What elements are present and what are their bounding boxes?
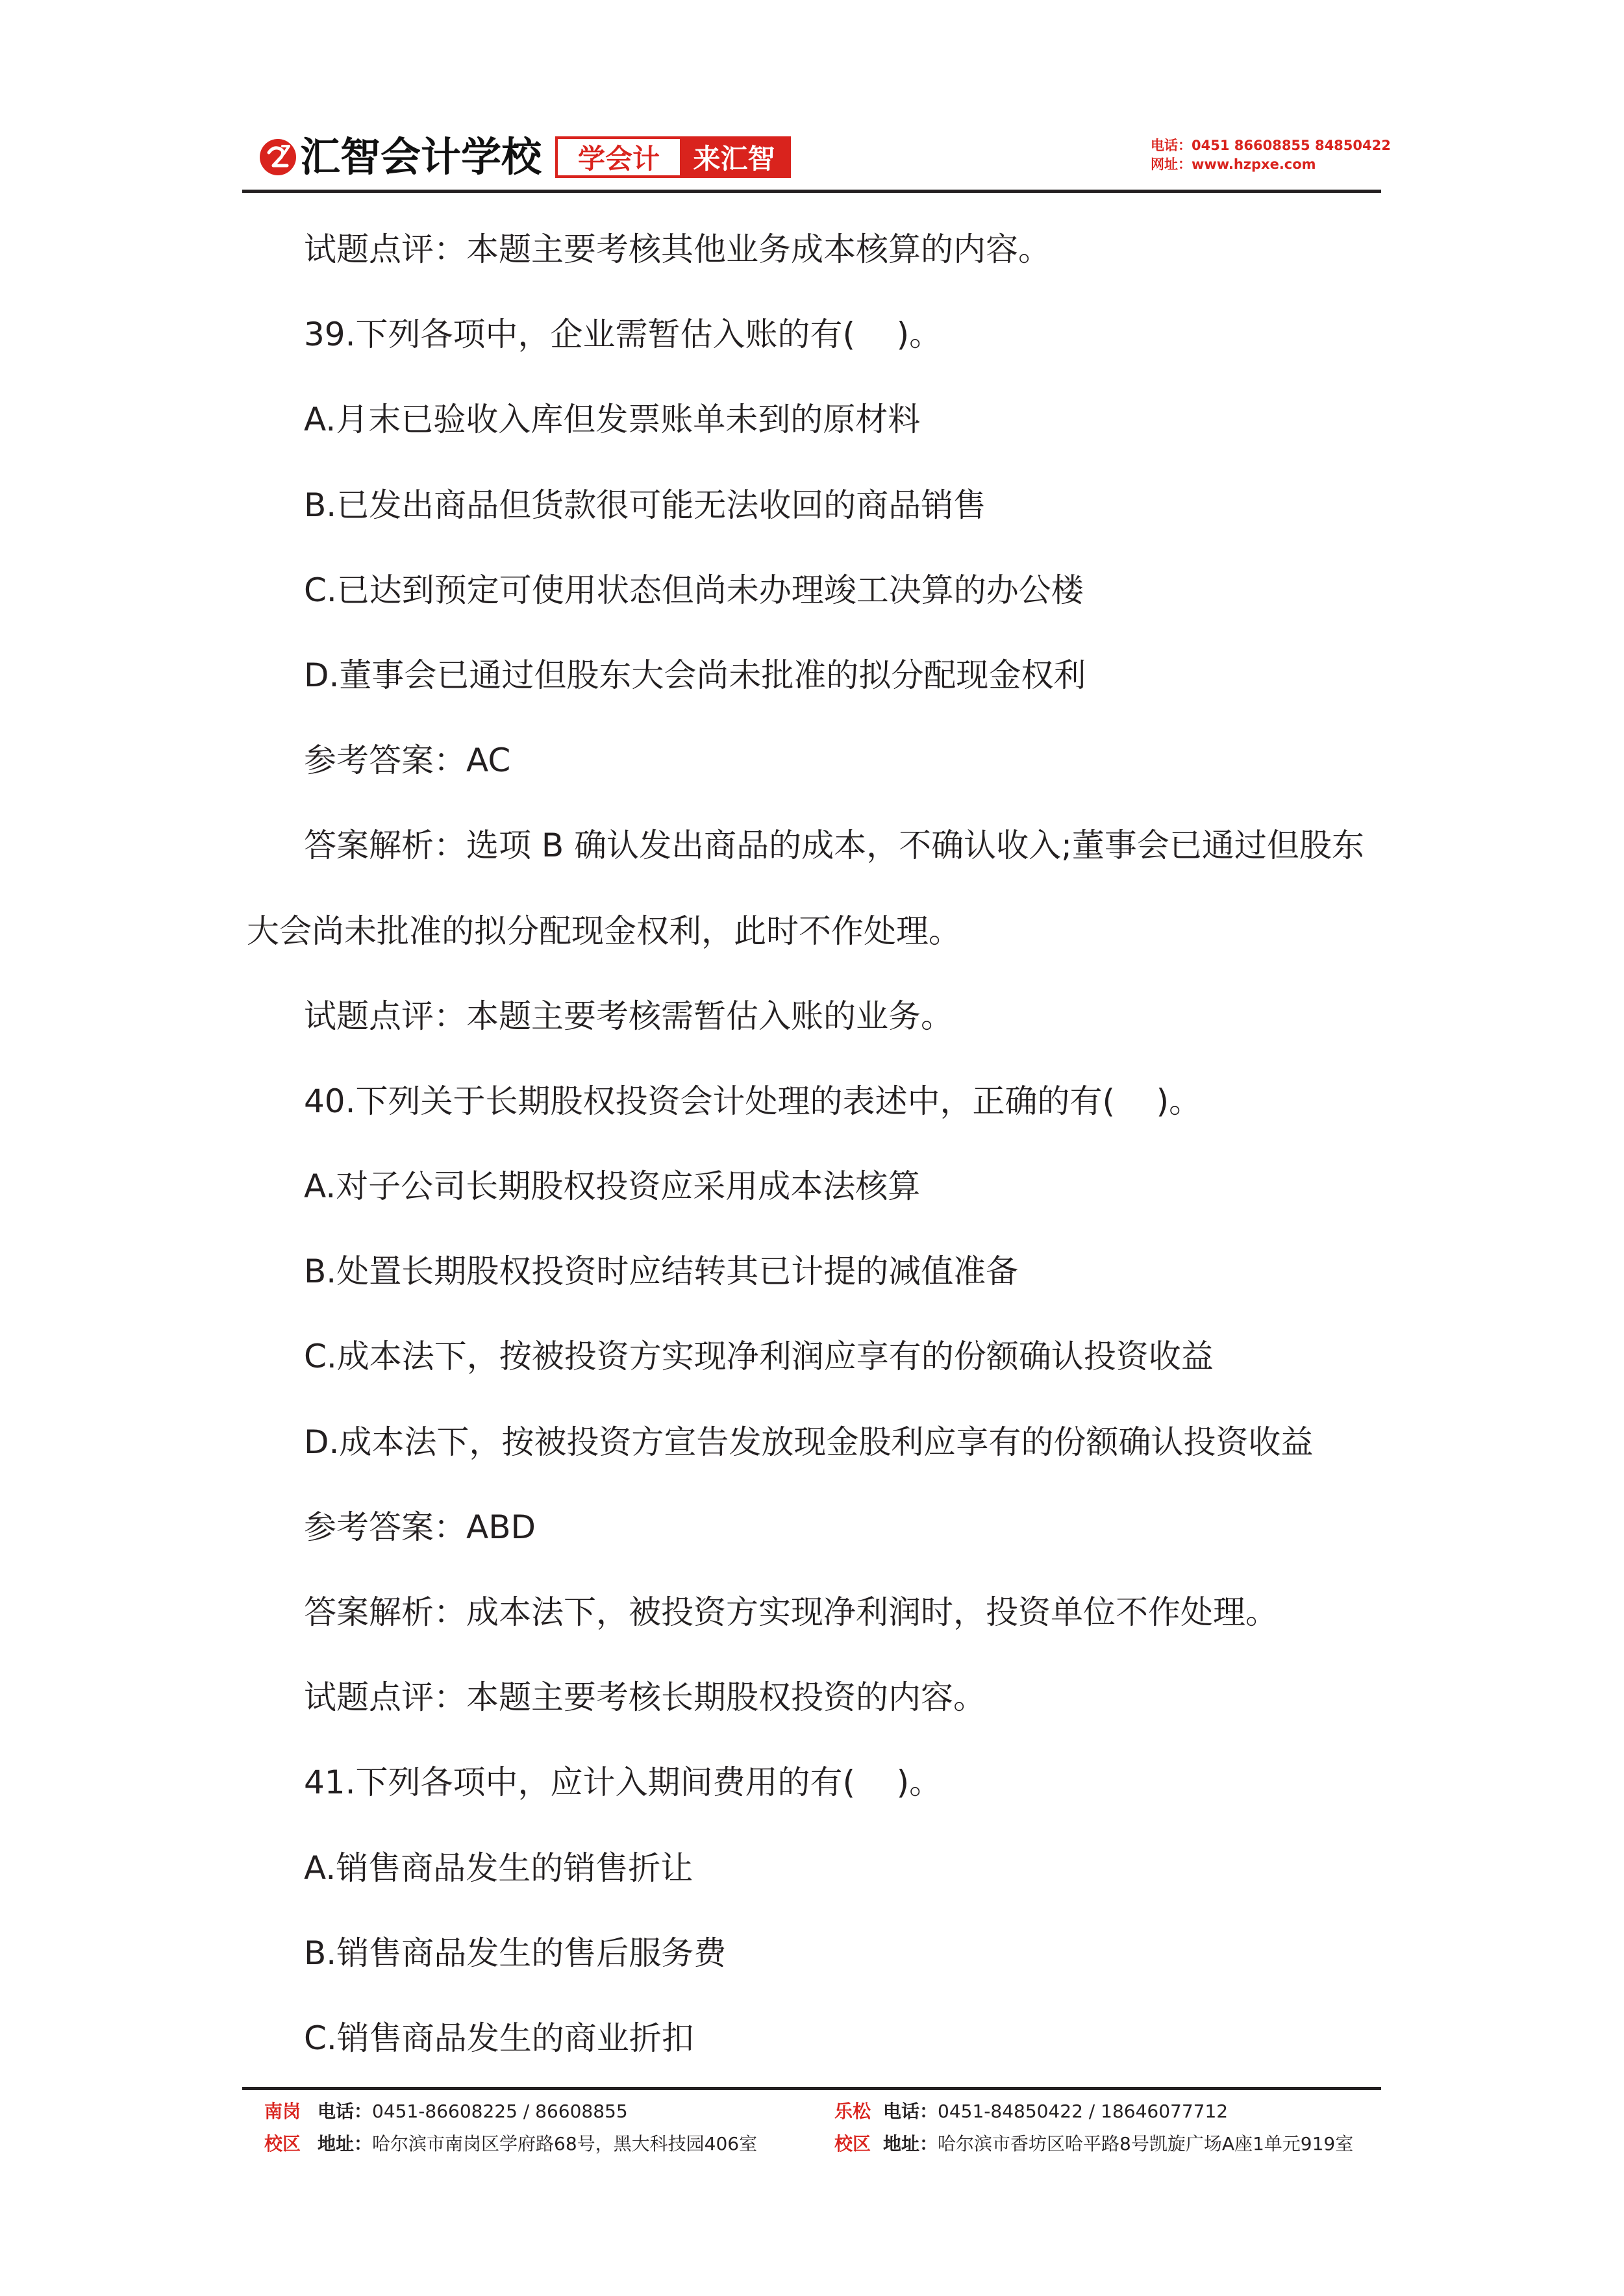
option-b: B.已发出商品但货款很可能无法收回的商品销售 bbox=[304, 486, 986, 524]
option-d: D.成本法下，按被投资方宣告发放现金股利应享有的份额确认投资收益 bbox=[304, 1423, 1314, 1461]
campus-address bbox=[883, 2131, 1353, 2157]
slogan-left: 学会计 bbox=[558, 139, 680, 175]
review-comment: 试题点评：本题主要考核长期股权投资的内容。 bbox=[304, 1678, 986, 1717]
option-c: C.成本法下，按被投资方实现净利润应享有的份额确认投资收益 bbox=[304, 1338, 1214, 1376]
header-website: 网址：www.hzpxe.com bbox=[1151, 156, 1316, 172]
campus-address bbox=[318, 2131, 757, 2157]
campus-name: 南岗 bbox=[264, 2101, 301, 2122]
answer-analysis: 答案解析：成本法下，被投资方实现净利润时，投资单位不作处理。 bbox=[304, 1593, 1278, 1631]
phone-number: 0451-86608225 / 86608855 bbox=[372, 2101, 628, 2122]
option-a: A.销售商品发生的销售折让 bbox=[304, 1849, 693, 1887]
campus-suffix: 校区 bbox=[834, 2133, 871, 2154]
question-stem: 41.下列各项中，应计入期间费用的有( )。 bbox=[304, 1764, 942, 1802]
review-comment: 试题点评：本题主要考核需暂估入账的业务。 bbox=[304, 997, 953, 1035]
school-logo-icon bbox=[259, 138, 297, 176]
answer-analysis: 答案解析：选项 B 确认发出商品的成本，不确认收入;董事会已通过但股东 bbox=[304, 827, 1364, 865]
review-comment: 试题点评：本题主要考核其他业务成本核算的内容。 bbox=[304, 231, 1051, 268]
address-text: 哈尔滨市南岗区学府路68号，黑大科技园406室 bbox=[372, 2133, 758, 2154]
phone-number: 0451-84850422 / 18646077712 bbox=[938, 2101, 1229, 2122]
option-d: D.董事会已通过但股东大会尚未批准的拟分配现金权利 bbox=[304, 656, 1086, 694]
option-c: C.已达到预定可使用状态但尚未办理竣工决算的办公楼 bbox=[304, 571, 1084, 609]
phone-label: 电话： bbox=[318, 2101, 373, 2122]
address-label: 地址： bbox=[318, 2133, 373, 2154]
option-c: C.销售商品发生的商业折扣 bbox=[304, 2019, 694, 2057]
campus-suffix: 校区 bbox=[264, 2133, 301, 2154]
campus-phone bbox=[883, 2099, 1228, 2125]
option-a: A.对子公司长期股权投资应采用成本法核算 bbox=[304, 1167, 921, 1206]
footer-divider bbox=[242, 2087, 1381, 2090]
address-text: 哈尔滨市香坊区哈平路8号凯旋广场A座1单元919室 bbox=[938, 2133, 1354, 2154]
question-stem: 40.下列关于长期股权投资会计处理的表述中，正确的有( )。 bbox=[304, 1082, 1202, 1120]
campus-phone bbox=[318, 2099, 628, 2125]
reference-answer: 参考答案：AC bbox=[304, 742, 511, 780]
option-a: A.月末已验收入库但发票账单未到的原材料 bbox=[304, 401, 921, 439]
answer-analysis-continued: 大会尚未批准的拟分配现金权利，此时不作处理。 bbox=[247, 912, 961, 950]
school-name-logo: 汇智会计学校 bbox=[300, 133, 542, 181]
question-stem: 39.下列各项中，企业需暂估入账的有( )。 bbox=[304, 316, 942, 354]
phone-label: 电话： bbox=[883, 2101, 938, 2122]
document-body bbox=[0, 207, 1624, 2081]
header-phone: 电话：0451 86608855 84850422 bbox=[1151, 138, 1391, 153]
header-divider bbox=[242, 190, 1381, 193]
slogan-box bbox=[555, 136, 791, 178]
option-b: B.处置长期股权投资时应结转其已计提的减值准备 bbox=[304, 1253, 1019, 1291]
option-b: B.销售商品发生的售后服务费 bbox=[304, 1934, 727, 1972]
address-label: 地址： bbox=[883, 2133, 938, 2154]
slogan-right: 来汇智 bbox=[680, 139, 788, 175]
campus-name: 乐松 bbox=[834, 2101, 871, 2122]
reference-answer: 参考答案：ABD bbox=[304, 1508, 536, 1546]
